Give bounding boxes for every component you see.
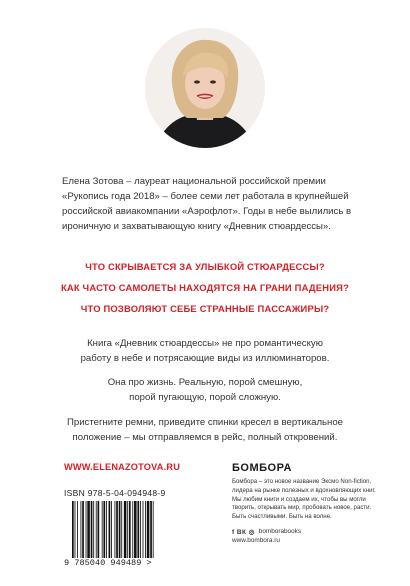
social-handle[interactable]: bomborabooks bbox=[258, 528, 302, 536]
isbn: ISBN 978-5-04-094948-9 bbox=[64, 488, 166, 498]
author-bio: Елена Зотова – лауреат национальной российской премии «Рукопись года 2018» – более семи лет работала в крупнейшей российской авиакомпании «Аэрофлот». Годы в небе вылились в ироничную и захватывающую книгу «Дневник стюардессы». bbox=[62, 176, 352, 232]
author-photo bbox=[145, 28, 265, 148]
publisher-website[interactable]: www.bombora.ru bbox=[232, 536, 280, 544]
paragraph-romance-line-2: работу в небе и потрясающие виды из иллюминаторов. bbox=[80, 353, 330, 364]
question-1: ЧТО СКРЫВАЕТСЯ ЗА УЛЫБКОЙ СТЮАРДЕССЫ? bbox=[85, 261, 325, 272]
social-icons[interactable]: f ВК ◎ bbox=[232, 528, 255, 536]
publisher-description: Бомбора – это новое название Эксмо Non-fiction, лидера на рынке полезных и вдохновляющих книг. Мы любим книги и создаем их, чтобы вы могли творить, открывать мир, пробовать новое, расти. Быть счастливыми. Быть на волне. bbox=[232, 478, 376, 521]
barcode-graphic bbox=[70, 501, 180, 558]
publisher-logo: БОМБОРА bbox=[232, 462, 292, 474]
author-portrait bbox=[145, 28, 265, 148]
paragraph-life-line-1: Она про жизнь. Реальную, порой смешную, bbox=[107, 377, 303, 388]
barcode-digits: 9 785040 949489 > bbox=[64, 558, 152, 568]
paragraph-romance bbox=[0, 336, 410, 366]
publisher-block bbox=[232, 462, 392, 544]
publisher-social bbox=[232, 528, 392, 536]
paragraph-life-line-2: порой пугающую, порой сложную. bbox=[129, 392, 281, 403]
paragraph-seatbelts bbox=[0, 415, 410, 445]
barcode-block bbox=[64, 488, 186, 568]
paragraph-romance-line-1: Книга «Дневник стюардессы» не про романтическую bbox=[87, 338, 323, 349]
author-website[interactable]: WWW.ELENAZOTOVA.RU bbox=[64, 462, 181, 472]
paragraph-seatbelts-line-1: Пристегните ремни, приведите спинки кресел в вертикальное bbox=[66, 417, 344, 428]
questions-list bbox=[0, 256, 410, 319]
question-3: ЧТО ПОЗВОЛЯЮТ СЕБЕ СТРАННЫЕ ПАССАЖИРЫ? bbox=[80, 303, 330, 314]
paragraph-seatbelts-line-2: положение – мы отправляемся в рейс, полный откровений. bbox=[72, 432, 338, 443]
question-2: КАК ЧАСТО САМОЛЕТЫ НАХОДЯТСЯ НА ГРАНИ ПАДЕНИЯ? bbox=[60, 282, 350, 293]
paragraph-life bbox=[0, 375, 410, 405]
